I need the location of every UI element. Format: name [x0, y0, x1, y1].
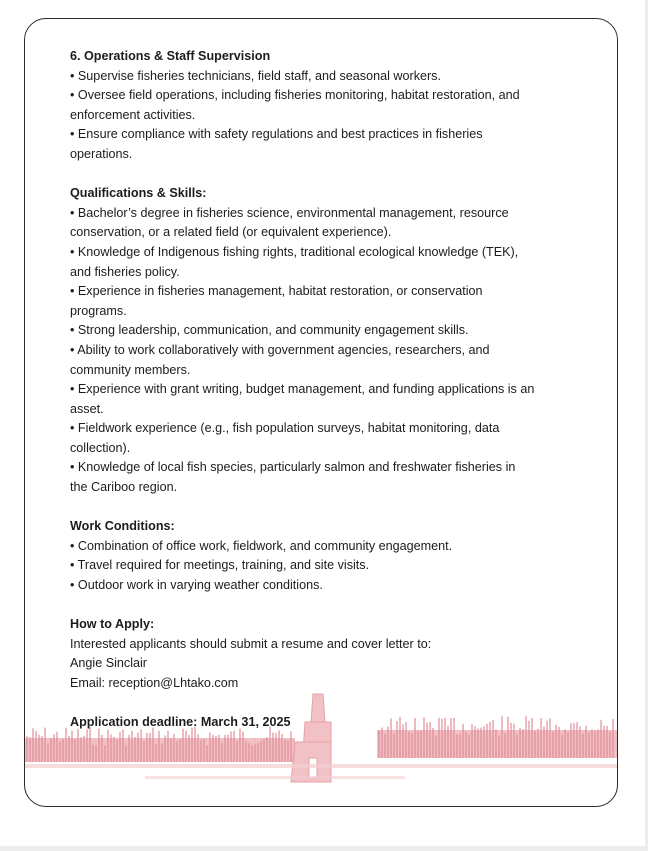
bullet-item: [70, 458, 570, 497]
bullet-line: • Fieldwork experience (e.g., fish population surveys, habitat monitoring, data: [70, 421, 500, 436]
bullet-item: [70, 321, 570, 341]
bullet-item: [70, 380, 570, 419]
bullet-line: enforcement activities.: [70, 107, 196, 122]
bullet-line: programs.: [70, 303, 127, 318]
bullet-item: [70, 576, 570, 596]
bullet-item: [70, 243, 570, 282]
qualifications-bullets: [70, 204, 570, 498]
bullet-item: [70, 67, 570, 87]
bullet-line: asset.: [70, 401, 104, 416]
bullet-item: [70, 341, 570, 380]
bullet-line: collection).: [70, 440, 131, 455]
apply-heading: How to Apply:: [70, 617, 155, 632]
conditions-heading: Work Conditions:: [70, 519, 175, 534]
bullet-line: and fisheries policy.: [70, 264, 180, 279]
bullet-item: [70, 419, 570, 458]
contact-email: Email: reception@Lhtako.com: [70, 676, 239, 690]
qualifications-heading: Qualifications & Skills:: [70, 186, 207, 201]
bullet-line: • Ensure compliance with safety regulations and best practices in fisheries: [70, 127, 483, 142]
bullet-item: [70, 204, 570, 243]
contact-name: Angie Sinclair: [70, 656, 148, 671]
apply-instructions: Interested applicants should submit a resume and cover letter to:: [70, 636, 432, 651]
bullet-item: [70, 556, 570, 576]
bullet-line: • Supervise fisheries technicians, field staff, and seasonal workers.: [70, 68, 441, 83]
bullet-line: • Knowledge of Indigenous fishing rights, traditional ecological knowledge (TEK),: [70, 244, 519, 259]
bullet-item: [70, 86, 570, 125]
operations-bullets: [70, 67, 570, 165]
bullet-line: the Cariboo region.: [70, 480, 178, 495]
bullet-line: • Knowledge of local fish species, particularly salmon and freshwater fisheries in: [70, 460, 516, 475]
bullet-item: [70, 282, 570, 321]
bullet-item: [70, 537, 570, 557]
bullet-line: • Outdoor work in varying weather conditions.: [70, 578, 323, 593]
conditions-bullets: [70, 537, 570, 596]
bullet-line: • Combination of office work, fieldwork, and community engagement.: [70, 538, 453, 553]
bullet-line: • Oversee field operations, including fisheries monitoring, habitat restoration, and: [70, 88, 520, 103]
document-body: [70, 47, 570, 733]
section-operations: [70, 47, 570, 165]
section-qualifications: [70, 184, 570, 498]
bullet-line: operations.: [70, 146, 133, 161]
bullet-line: • Bachelor’s degree in fisheries science, environmental management, resource: [70, 205, 509, 220]
operations-heading: 6. Operations & Staff Supervision: [70, 49, 271, 63]
bullet-line: community members.: [70, 362, 191, 377]
bullet-line: • Travel required for meetings, training, and site visits.: [70, 558, 370, 573]
bullet-line: conservation, or a related field (or equivalent experience).: [70, 225, 392, 240]
section-work-conditions: [70, 517, 570, 595]
application-deadline: Application deadline: March 31, 2025: [70, 715, 291, 730]
section-how-to-apply: [70, 615, 570, 693]
bullet-line: • Ability to work collaboratively with government agencies, researchers, and: [70, 342, 490, 357]
bullet-line: • Experience in fisheries management, habitat restoration, or conservation: [70, 284, 483, 299]
bullet-line: • Experience with grant writing, budget management, and funding applications is an: [70, 382, 535, 397]
bullet-item: [70, 125, 570, 164]
bullet-line: • Strong leadership, communication, and community engagement skills.: [70, 323, 469, 338]
